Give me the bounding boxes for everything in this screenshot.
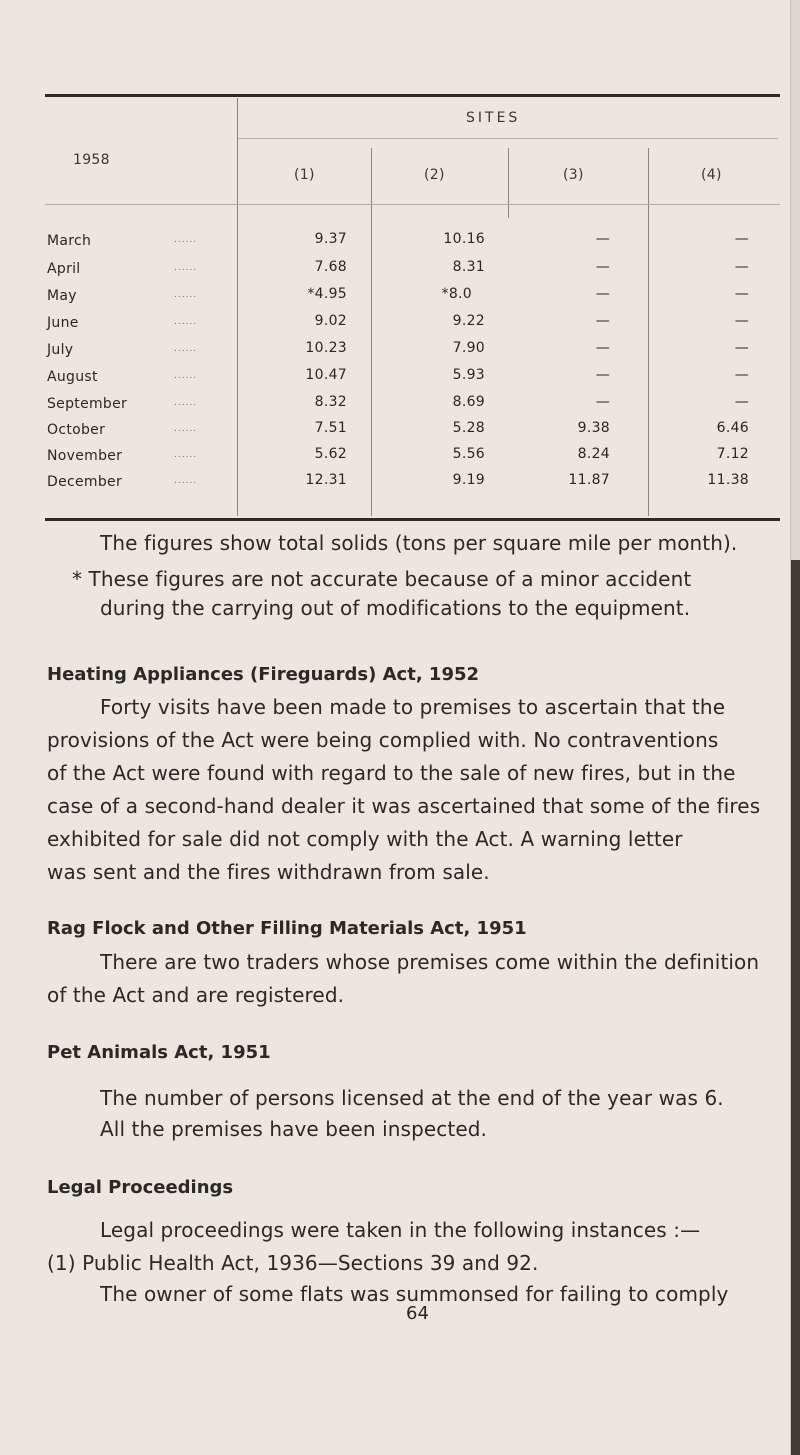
site-4-value: 6.46 <box>716 420 749 436</box>
paragraph-line: Forty visits have been made to premises to ascertain that the <box>100 695 726 719</box>
site-2-value: 8.31 <box>452 259 485 275</box>
site-3-value: 9.38 <box>577 420 610 436</box>
paragraph-line: case of a second-hand dealer it was ascertained that some of the fires <box>47 794 761 818</box>
column-header: (2) <box>424 167 445 183</box>
site-3-value: — <box>595 394 610 410</box>
leader-dots: ...... <box>174 263 198 273</box>
paragraph-line: of the Act and are registered. <box>47 983 345 1007</box>
site-2-value: 5.93 <box>452 367 485 383</box>
site-3-value: — <box>595 286 610 302</box>
paragraph-line: exhibited for sale did not comply with the Act. A warning letter <box>47 827 683 851</box>
table-header-rule <box>45 204 780 205</box>
site-1-value: 9.37 <box>314 231 347 247</box>
month-label: September <box>47 396 128 412</box>
site-2-value: 9.22 <box>452 313 485 329</box>
site-1-value: *4.95 <box>307 286 347 302</box>
site-4-value: — <box>734 340 749 356</box>
site-4-value: — <box>734 313 749 329</box>
site-4-value: — <box>734 394 749 410</box>
month-label: May <box>47 288 77 304</box>
site-2-value: 9.19 <box>452 472 485 488</box>
asterisk-note: * These figures are not accurate because of a minor accident <box>72 567 692 591</box>
paragraph-line: All the premises have been inspected. <box>100 1117 487 1141</box>
site-1-value: 10.47 <box>305 367 347 383</box>
page-number: 64 <box>406 1303 429 1324</box>
year-label: 1958 <box>73 152 110 168</box>
site-3-value: 8.24 <box>577 446 610 462</box>
figures-note: The figures show total solids (tons per square mile per month). <box>100 531 738 555</box>
site-2-value: 10.16 <box>443 231 485 247</box>
page-edge-shadow <box>791 560 800 1455</box>
site-3-value: — <box>595 340 610 356</box>
leader-dots: ...... <box>174 317 198 327</box>
table-bottom-rule <box>45 518 780 521</box>
month-label: March <box>47 233 92 249</box>
paragraph-line: Legal proceedings were taken in the following instances :— <box>100 1218 701 1242</box>
site-3-value: — <box>595 259 610 275</box>
leader-dots: ...... <box>174 290 198 300</box>
table-top-rule <box>45 94 780 97</box>
month-label: July <box>47 342 74 358</box>
leader-dots: ...... <box>174 476 198 486</box>
site-4-value: — <box>734 231 749 247</box>
site-2-value: *8.0 <box>441 286 472 302</box>
site-4-value: 7.12 <box>716 446 749 462</box>
site-1-value: 9.02 <box>314 313 347 329</box>
month-label: April <box>47 261 81 277</box>
site-3-value: — <box>595 367 610 383</box>
table-header-rule <box>238 138 778 139</box>
site-4-value: — <box>734 286 749 302</box>
leader-dots: ...... <box>174 424 198 434</box>
paragraph-line: There are two traders whose premises come within the definition <box>100 950 760 974</box>
site-3-value: 11.87 <box>568 472 610 488</box>
site-1-value: 7.51 <box>314 420 347 436</box>
site-3-value: — <box>595 313 610 329</box>
month-label: October <box>47 422 106 438</box>
site-1-value: 12.31 <box>305 472 347 488</box>
column-header: (3) <box>563 167 584 183</box>
leader-dots: ...... <box>174 450 198 460</box>
site-2-value: 5.28 <box>452 420 485 436</box>
month-label: June <box>47 315 79 331</box>
paragraph-line: The owner of some flats was summonsed for failing to comply <box>100 1282 729 1306</box>
paragraph-line: provisions of the Act were being complied with. No contraventions <box>47 728 719 752</box>
table-divider <box>508 148 509 218</box>
site-1-value: 7.68 <box>314 259 347 275</box>
asterisk-note-continued: during the carrying out of modifications to the equipment. <box>100 596 691 620</box>
site-4-value: — <box>734 259 749 275</box>
site-2-value: 7.90 <box>452 340 485 356</box>
section-heading: Pet Animals Act, 1951 <box>47 1042 271 1063</box>
month-label: August <box>47 369 98 385</box>
leader-dots: ...... <box>174 371 198 381</box>
site-1-value: 10.23 <box>305 340 347 356</box>
paragraph-line: (1) Public Health Act, 1936—Sections 39 and 92. <box>47 1251 539 1275</box>
paragraph-line: The number of persons licensed at the end of the year was 6. <box>100 1086 724 1110</box>
section-heading: Legal Proceedings <box>47 1177 234 1198</box>
section-heading: Heating Appliances (Fireguards) Act, 1952 <box>47 664 480 685</box>
month-label: December <box>47 474 122 490</box>
column-header: (4) <box>701 167 722 183</box>
site-4-value: 11.38 <box>707 472 749 488</box>
site-2-value: 8.69 <box>452 394 485 410</box>
site-1-value: 5.62 <box>314 446 347 462</box>
table-divider <box>237 98 238 516</box>
site-2-value: 5.56 <box>452 446 485 462</box>
site-1-value: 8.32 <box>314 394 347 410</box>
section-heading: Rag Flock and Other Filling Materials Act, 1951 <box>47 918 527 939</box>
leader-dots: ...... <box>174 235 198 245</box>
site-4-value: — <box>734 367 749 383</box>
leader-dots: ...... <box>174 344 198 354</box>
paragraph-line: was sent and the fires withdrawn from sale. <box>47 860 490 884</box>
site-3-value: — <box>595 231 610 247</box>
paragraph-line: of the Act were found with regard to the sale of new fires, but in the <box>47 761 736 785</box>
month-label: November <box>47 448 123 464</box>
sites-header: SITES <box>466 110 521 126</box>
column-header: (1) <box>294 167 315 183</box>
leader-dots: ...... <box>174 398 198 408</box>
